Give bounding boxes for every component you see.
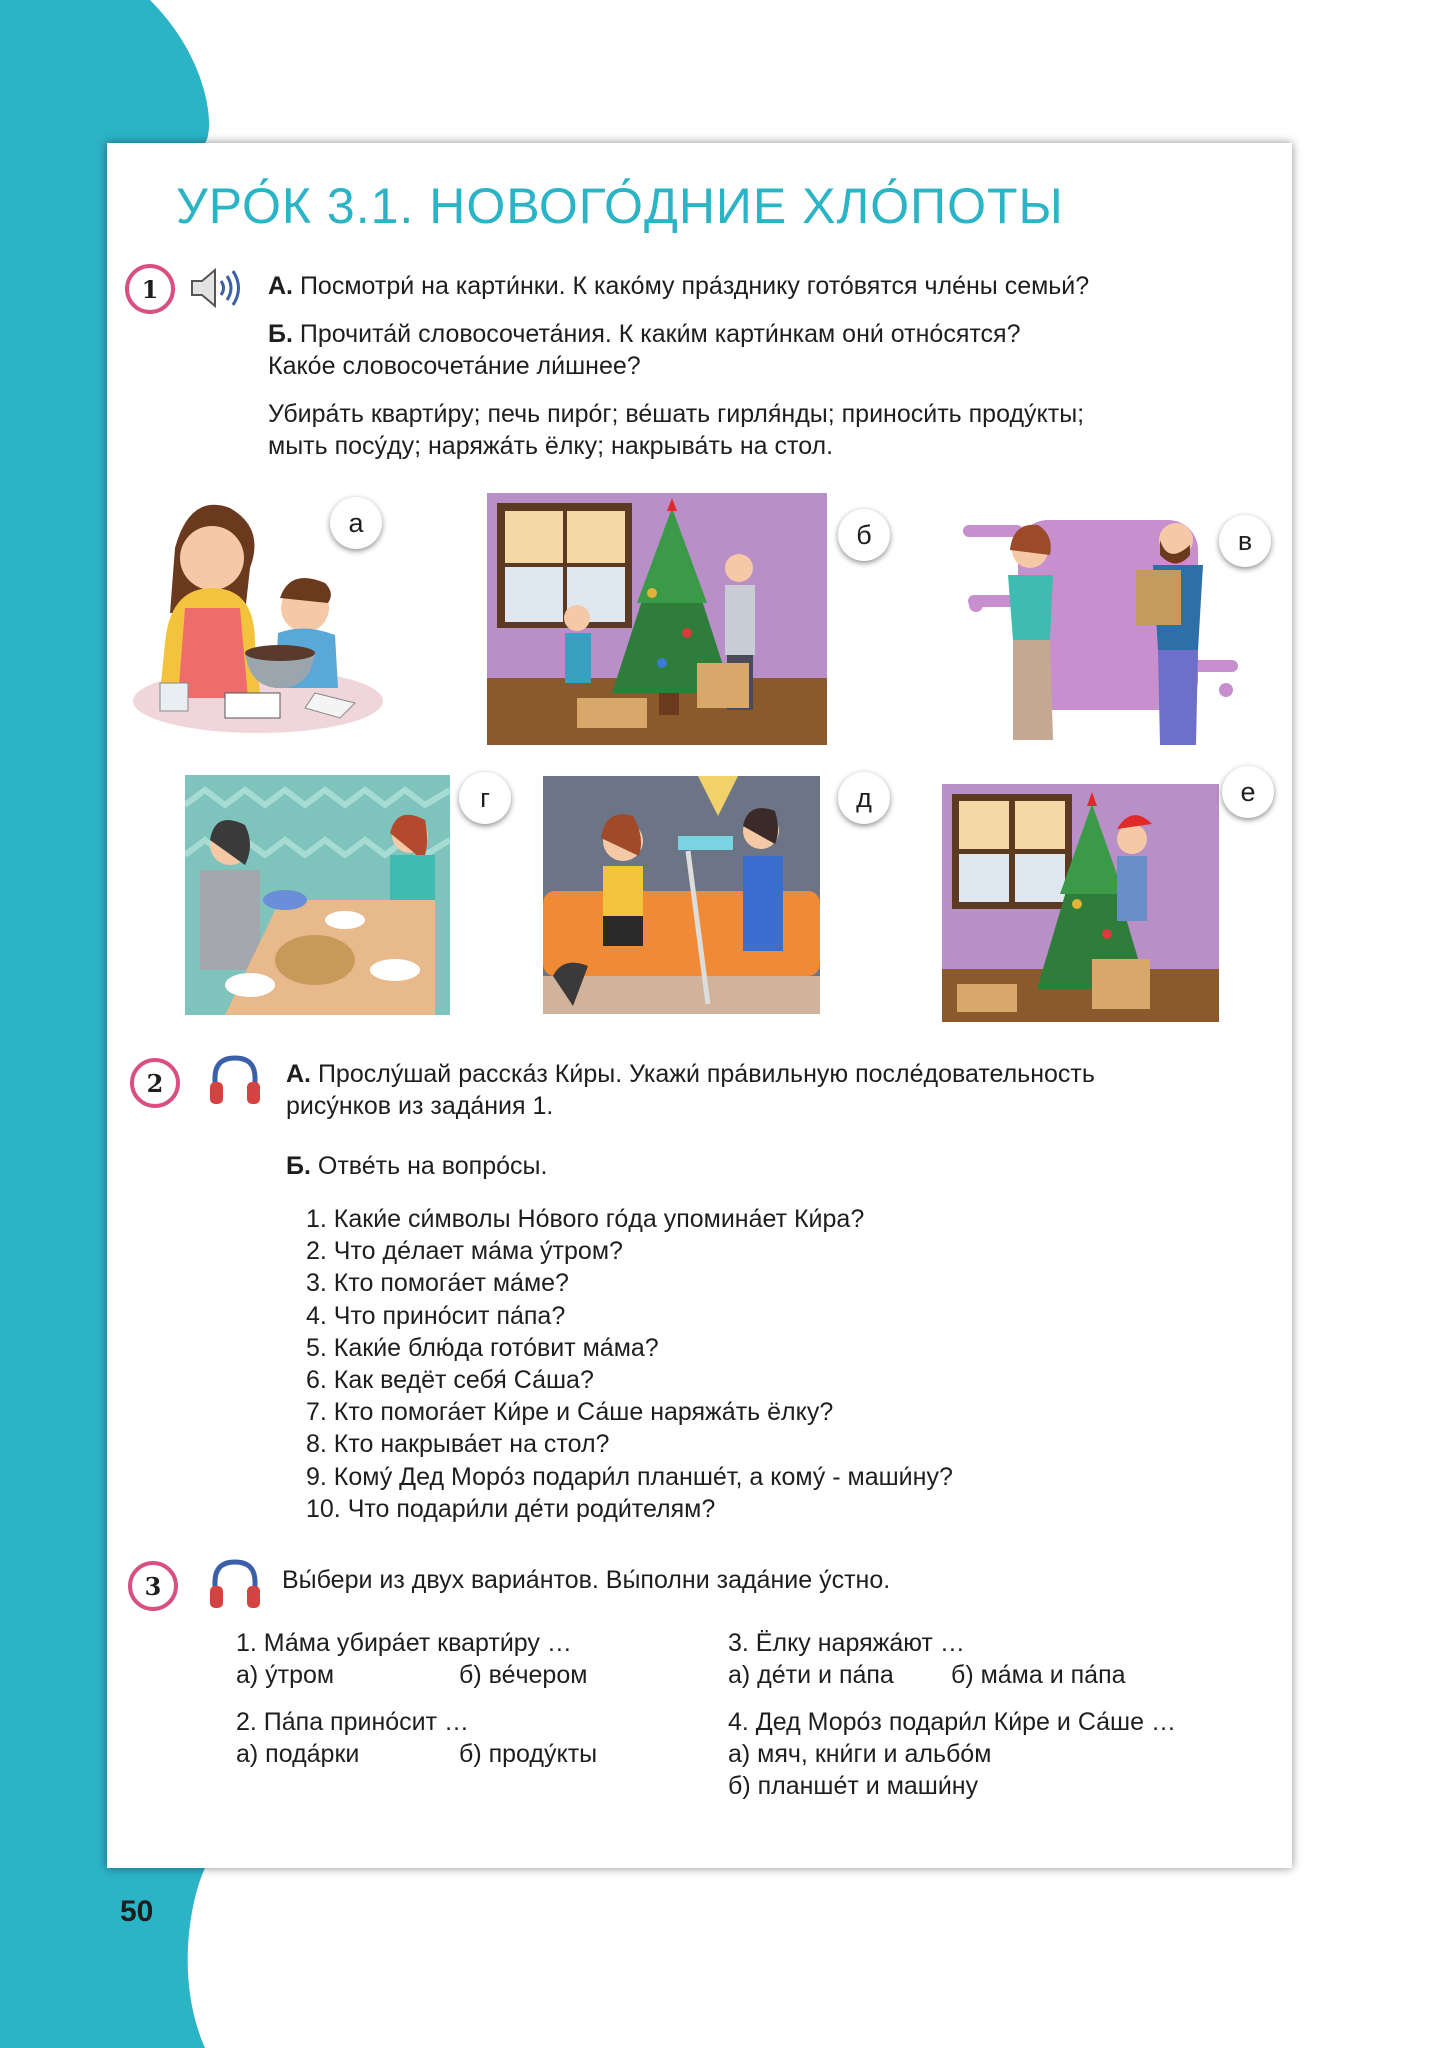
task1-phrases-line2: мыть посу́ду; наряжа́ть ёлку; накрыва́ть на стол. <box>268 432 834 460</box>
task3-item4-stem: 4. Дед Моро́з подари́л Ки́ре и Са́ше … <box>728 1708 1176 1736</box>
picture-badge-v: в <box>1219 515 1271 567</box>
task3-item3-stem: 3. Ёлку наряжа́ют … <box>728 1629 965 1657</box>
task2-a-line <box>286 1058 1095 1090</box>
question-item: 5. Каки́е блю́да гото́вит ма́ма? <box>306 1333 659 1362</box>
task3-item1-option-b[interactable]: б) ве́чером <box>459 1661 588 1689</box>
task2-b-label: Б. <box>286 1152 311 1180</box>
task-number-2: 2 <box>130 1058 180 1108</box>
picture-badge-b: б <box>838 509 890 561</box>
task2-a-line2: рису́нков из зада́ния 1. <box>286 1092 554 1120</box>
task1-b-text: Прочита́й словосочета́ния. К каки́м карти́нкам они́ отно́сятся? <box>299 320 1021 348</box>
task3-item2-option-b[interactable]: б) проду́кты <box>459 1740 598 1768</box>
task3-item2-option-a[interactable]: а) пода́рки <box>236 1740 360 1768</box>
question-item: 8. Кто накрыва́ет на стол? <box>306 1430 610 1459</box>
picture-e-santa <box>942 784 1219 1022</box>
picture-badge-d: д <box>838 772 890 824</box>
question-item: 3. Кто помога́ет ма́ме? <box>306 1269 569 1298</box>
task1-a-text: Посмотри́ на карти́нки. К како́му пра́зднику гото́вятся чле́ны семьи́? <box>299 272 1090 300</box>
task2-a-text: Прослу́шай расска́з Ки́ры. Укажи́ пра́вильную после́довательность <box>317 1060 1095 1088</box>
page-title: УРО́К 3.1. НОВОГО́ДНИЕ ХЛО́ПОТЫ <box>176 178 1064 234</box>
speaker-icon[interactable] <box>188 264 244 312</box>
task3-item4-option-b[interactable]: б) планше́т и маши́ну <box>728 1772 979 1800</box>
task3-item3-option-a[interactable]: а) де́ти и па́па <box>728 1661 894 1689</box>
picture-d-cleaning <box>543 776 820 1014</box>
page-number: 50 <box>120 1895 154 1928</box>
task1-b-line <box>268 318 1020 350</box>
task1-a-label: А. <box>268 272 293 300</box>
picture-v-groceries <box>958 510 1248 755</box>
task3-instruction: Вы́бери из двух вариа́нтов. Вы́полни зада́ние у́стно. <box>282 1566 891 1594</box>
picture-badge-e: е <box>1222 766 1274 818</box>
question-item: 9. Кому́ Дед Моро́з подари́л планше́т, а кому́ - маши́ну? <box>306 1462 953 1491</box>
task3-item3-option-b[interactable]: б) ма́ма и па́па <box>951 1661 1126 1689</box>
task1-b-label: Б. <box>268 320 293 348</box>
task2-b-line <box>286 1150 547 1182</box>
question-item: 1. Каки́е си́мволы Но́вого го́да упомина́ет Ки́ра? <box>306 1205 865 1233</box>
headphones-icon[interactable] <box>207 1052 263 1106</box>
task1-phrases-line1: Убира́ть кварти́ру; печь пиро́г; ве́шать гирля́нды; приноси́ть проду́кты; <box>268 400 1085 428</box>
task3-item1-stem: 1. Ма́ма убира́ет кварти́ру … <box>236 1629 572 1657</box>
picture-badge-a: а <box>330 497 382 549</box>
task2-question-list <box>306 1203 953 1525</box>
task1-b-line2: Како́е словосочета́ние ли́шнее? <box>268 352 641 380</box>
task1-a-line <box>268 270 1089 302</box>
task-number-1: 1 <box>125 264 175 314</box>
picture-b-tree-decorating <box>487 493 827 745</box>
picture-g-table <box>185 775 450 1015</box>
task-number-3: 3 <box>128 1561 178 1611</box>
task3-item4-option-a[interactable]: а) мяч, кни́ги и альбо́м <box>728 1740 992 1768</box>
question-item: 6. Как ведёт себя́ Са́ша? <box>306 1366 594 1395</box>
question-item: 2. Что де́лает ма́ма у́тром? <box>306 1237 623 1266</box>
task2-a-label: А. <box>286 1060 311 1088</box>
task3-item1-option-a[interactable]: а) у́тром <box>236 1661 335 1689</box>
task2-b-text: Отве́ть на вопро́сы. <box>317 1152 548 1180</box>
question-item: 4. Что прино́сит па́па? <box>306 1301 566 1330</box>
headphones-icon[interactable] <box>207 1556 263 1610</box>
question-item: 10. Что подари́ли де́ти роди́телям? <box>306 1494 716 1523</box>
question-item: 7. Кто помога́ет Ки́ре и Са́ше наряжа́ть ёлку? <box>306 1398 834 1427</box>
picture-badge-g: г <box>459 772 511 824</box>
task3-item2-stem: 2. Па́па прино́сит … <box>236 1708 470 1736</box>
